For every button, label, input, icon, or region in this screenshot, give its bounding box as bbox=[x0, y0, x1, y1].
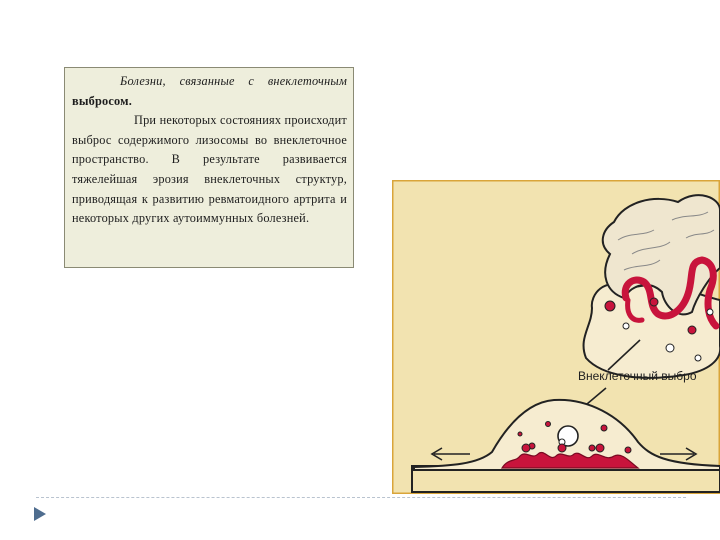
footer-divider bbox=[36, 497, 686, 498]
description-text-box bbox=[64, 67, 354, 268]
lysosome-granule bbox=[546, 422, 551, 427]
lysosome-granule bbox=[625, 447, 631, 453]
text-title-bold: выбросом. bbox=[72, 93, 132, 108]
lysosome-granule bbox=[518, 432, 522, 436]
triangle-bullet-icon bbox=[33, 506, 47, 522]
figure-illustration bbox=[392, 180, 720, 494]
vacuole bbox=[695, 355, 701, 361]
text-title bbox=[72, 72, 347, 111]
lysosome-granule bbox=[688, 326, 696, 334]
lysosome-granule bbox=[650, 298, 658, 306]
lysosome-exocytosis-figure bbox=[392, 180, 720, 494]
lysosome-granule bbox=[605, 301, 615, 311]
vacuole bbox=[707, 309, 713, 315]
vacuole bbox=[623, 323, 629, 329]
vacuole bbox=[666, 344, 674, 352]
lysosome-granule bbox=[522, 444, 530, 452]
lysosome-granule bbox=[558, 444, 566, 452]
text-body: При некоторых состояниях происходит выброс содержимого лизосомы во внеклеточное пространство. В результате развивается тяжелейшая эрозия внеклеточных структур, приводящая к развитию ревматоидного артрита и некоторых других аутоиммунных болезней. bbox=[72, 113, 347, 226]
text-title-italic: Болезни, связанные с внеклеточным bbox=[120, 74, 347, 88]
lysosome-granule bbox=[596, 444, 604, 452]
extracellular-release-label: Внеклеточный выбро bbox=[578, 369, 697, 383]
lysosome-granule bbox=[601, 425, 607, 431]
lysosome-granule bbox=[589, 445, 595, 451]
